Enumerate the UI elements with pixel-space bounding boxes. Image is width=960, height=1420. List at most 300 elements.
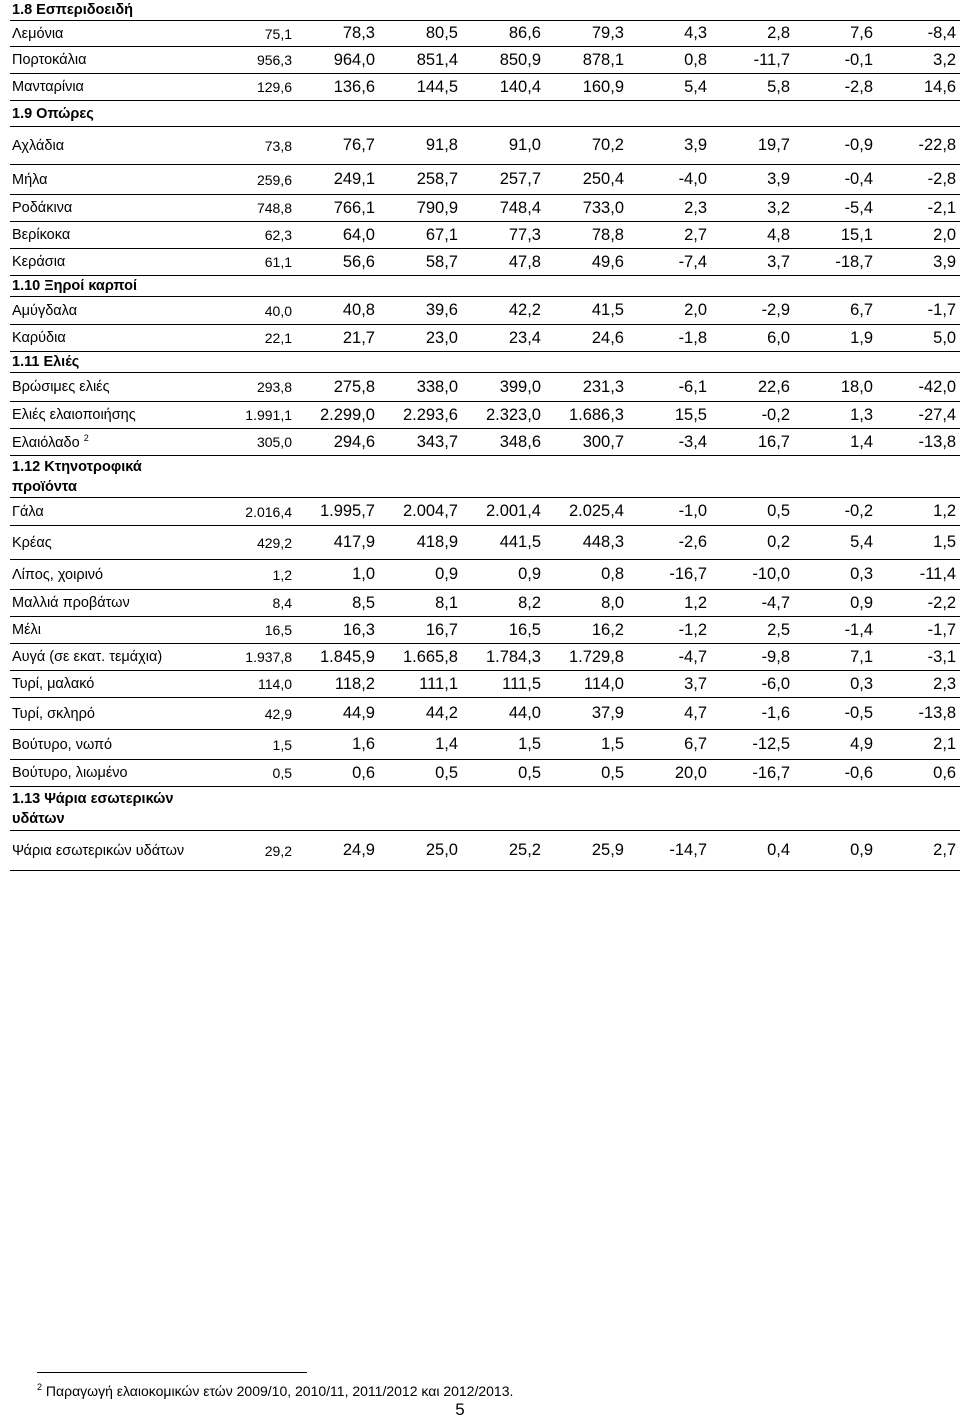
row-label [10,760,210,787]
row-label-text: Πορτοκάλια [12,52,87,68]
percent-change-cell: -6,1 [628,373,711,402]
value-cell: 24,6 [545,325,628,352]
value-cell: 748,4 [462,195,545,222]
value-cell: 1,4 [379,730,462,760]
table-row [10,498,960,526]
value-cell: 111,1 [379,671,462,698]
value-cell: 16,5 [210,617,296,644]
row-label-text: Λίπος, χοιρινό [12,566,104,583]
value-cell: 0,9 [462,560,545,590]
percent-change-cell: 22,6 [711,373,794,402]
row-label [10,730,210,760]
table-row [10,671,960,698]
value-cell: 79,3 [545,21,628,47]
value-cell: 448,3 [545,526,628,560]
row-label-text: Βούτυρο, λιωμένο [12,765,128,781]
row-label [10,644,210,671]
percent-change-cell: 3,2 [711,195,794,222]
percent-change-cell: 1,2 [628,590,711,617]
percent-change-cell: 2,0 [628,297,711,325]
section-header [10,787,960,831]
percent-change-cell: 16,7 [711,429,794,456]
percent-change-cell: 6,7 [628,730,711,760]
row-label [10,617,210,644]
row-label-text: Ελαιόλαδο [12,435,80,451]
percent-change-cell: 1,3 [794,402,877,429]
table-row [10,590,960,617]
percent-change-cell: -0,2 [711,402,794,429]
value-cell: 21,7 [296,325,379,352]
section-spacer [210,352,960,373]
value-cell: 16,5 [462,617,545,644]
row-label [10,325,210,352]
value-cell: 42,2 [462,297,545,325]
section-title: 1.13 Ψάρια εσωτερικών υδάτων [10,787,210,831]
percent-change-cell: -22,8 [877,127,960,165]
percent-change-cell: -18,7 [794,249,877,276]
percent-change-cell: -11,7 [711,47,794,74]
percent-change-cell: 5,4 [628,74,711,101]
table-row [10,373,960,402]
value-cell: 91,0 [462,127,545,165]
value-cell: 86,6 [462,21,545,47]
row-label [10,222,210,249]
value-cell: 80,5 [379,21,462,47]
value-cell: 429,2 [210,526,296,560]
table-row [10,74,960,101]
percent-change-cell: -16,7 [711,760,794,787]
row-label [10,297,210,325]
row-label-text: Λεμόνια [12,25,64,42]
percent-change-cell: 1,5 [877,526,960,560]
section-spacer [210,276,960,297]
table-row [10,165,960,195]
percent-change-cell: 5,4 [794,526,877,560]
row-label-text: Βερίκοκα [12,227,71,243]
percent-change-cell: 5,8 [711,74,794,101]
value-cell: 37,9 [545,698,628,730]
section-title: 1.8 Εσπεριδοειδή [10,0,210,21]
value-cell: 305,0 [210,429,296,456]
row-label [10,249,210,276]
value-cell: 0,5 [545,760,628,787]
percent-change-cell: -16,7 [628,560,711,590]
percent-change-cell: 2,7 [628,222,711,249]
row-label-text: Ροδάκινα [12,200,73,216]
value-cell: 1,2 [210,560,296,590]
table-row [10,429,960,456]
value-cell: 0,5 [462,760,545,787]
value-cell: 2.299,0 [296,402,379,429]
row-label [10,195,210,222]
value-cell: 250,4 [545,165,628,195]
percent-change-cell: 0,9 [794,590,877,617]
value-cell: 78,3 [296,21,379,47]
value-cell: 16,3 [296,617,379,644]
value-cell: 1.686,3 [545,402,628,429]
value-cell: 67,1 [379,222,462,249]
row-label [10,165,210,195]
table-row [10,526,960,560]
value-cell: 0,5 [379,760,462,787]
value-cell: 2.004,7 [379,498,462,526]
value-cell: 47,8 [462,249,545,276]
table-row [10,617,960,644]
percent-change-cell: 3,7 [628,671,711,698]
percent-change-cell: -27,4 [877,402,960,429]
value-cell: 1,5 [462,730,545,760]
value-cell: 56,6 [296,249,379,276]
percent-change-cell: -4,7 [711,590,794,617]
row-label [10,373,210,402]
value-cell: 294,6 [296,429,379,456]
row-label [10,429,210,456]
footnote-text: Παραγωγή ελαιοκομικών ετών 2009/10, 2010/11, 2011/2012 και 2012/2013. [45,1383,514,1399]
percent-change-cell: 2,3 [877,671,960,698]
percent-change-cell: 20,0 [628,760,711,787]
value-cell: 259,6 [210,165,296,195]
row-label [10,402,210,429]
value-cell: 338,0 [379,373,462,402]
row-label-text: Αυγά (σε εκατ. τεμάχια) [12,649,163,665]
table-row [10,698,960,730]
value-cell: 1,6 [296,730,379,760]
value-cell: 25,0 [379,831,462,871]
percent-change-cell: -12,5 [711,730,794,760]
value-cell: 114,0 [545,671,628,698]
row-label-text: Μαλλιά προβάτων [12,595,130,611]
value-cell: 293,8 [210,373,296,402]
section-header [10,456,960,498]
value-cell: 160,9 [545,74,628,101]
value-cell: 44,9 [296,698,379,730]
footnote-marker: 2 [37,1382,43,1392]
row-label [10,74,210,101]
percent-change-cell: -8,4 [877,21,960,47]
value-cell: 1,5 [545,730,628,760]
value-cell: 44,2 [379,698,462,730]
value-cell: 1,5 [210,730,296,760]
value-cell: 748,8 [210,195,296,222]
row-label-text: Κρέας [12,534,52,551]
row-label-text: Καρύδια [12,330,66,346]
value-cell: 2.016,4 [210,498,296,526]
percent-change-cell: -13,8 [877,429,960,456]
section-header [10,0,960,21]
percent-change-cell: 7,6 [794,21,877,47]
percent-change-cell: 2,1 [877,730,960,760]
row-label [10,498,210,526]
percent-change-cell: 0,2 [711,526,794,560]
percent-change-cell: -13,8 [877,698,960,730]
percent-change-cell: -6,0 [711,671,794,698]
row-label [10,590,210,617]
percent-change-cell: 15,1 [794,222,877,249]
value-cell: 733,0 [545,195,628,222]
row-label [10,526,210,560]
row-label-text: Κεράσια [12,254,66,270]
row-label-text: Αμύγδαλα [12,302,78,319]
value-cell: 144,5 [379,74,462,101]
percent-change-cell: 0,8 [628,47,711,74]
row-label [10,671,210,698]
table-row [10,760,960,787]
percent-change-cell: 2,3 [628,195,711,222]
value-cell: 231,3 [545,373,628,402]
percent-change-cell: -3,4 [628,429,711,456]
value-cell: 8,5 [296,590,379,617]
row-label [10,47,210,74]
value-cell: 343,7 [379,429,462,456]
percent-change-cell: 2,8 [711,21,794,47]
percent-change-cell: -2,1 [877,195,960,222]
percent-change-cell: 4,9 [794,730,877,760]
table-row [10,325,960,352]
table-row [10,21,960,47]
table-row [10,644,960,671]
value-cell: 417,9 [296,526,379,560]
value-cell: 1.665,8 [379,644,462,671]
value-cell: 25,9 [545,831,628,871]
value-cell: 42,9 [210,698,296,730]
value-cell: 77,3 [462,222,545,249]
section-header [10,352,960,373]
value-cell: 23,0 [379,325,462,352]
value-cell: 70,2 [545,127,628,165]
percent-change-cell: 6,0 [711,325,794,352]
table-row [10,730,960,760]
value-cell: 956,3 [210,47,296,74]
value-cell: 964,0 [296,47,379,74]
percent-change-cell: 6,7 [794,297,877,325]
percent-change-cell: 0,6 [877,760,960,787]
value-cell: 1.991,1 [210,402,296,429]
percent-change-cell: 18,0 [794,373,877,402]
value-cell: 40,8 [296,297,379,325]
value-cell: 111,5 [462,671,545,698]
percent-change-cell: 3,9 [628,127,711,165]
row-label [10,21,210,47]
footnote [37,1382,513,1399]
table-row [10,831,960,871]
value-cell: 58,7 [379,249,462,276]
value-cell: 418,9 [379,526,462,560]
value-cell: 2.293,6 [379,402,462,429]
percent-change-cell: -2,8 [794,74,877,101]
row-label-text: Βούτυρο, νωπό [12,736,113,753]
value-cell: 348,6 [462,429,545,456]
footnote-divider [37,1372,307,1373]
value-cell: 76,7 [296,127,379,165]
percent-change-cell: -0,9 [794,127,877,165]
percent-change-cell: -11,4 [877,560,960,590]
percent-change-cell: 7,1 [794,644,877,671]
value-cell: 61,1 [210,249,296,276]
row-label-text: Μήλα [12,171,48,188]
value-cell: 1.784,3 [462,644,545,671]
value-cell: 766,1 [296,195,379,222]
row-label-text: Μανταρίνια [12,79,84,95]
section-spacer [210,456,960,498]
percent-change-cell: -0,1 [794,47,877,74]
percent-change-cell: -1,0 [628,498,711,526]
percent-change-cell: -2,8 [877,165,960,195]
percent-change-cell: 0,3 [794,671,877,698]
percent-change-cell: -4,7 [628,644,711,671]
production-table-container [10,0,958,871]
percent-change-cell: -0,5 [794,698,877,730]
value-cell: 114,0 [210,671,296,698]
percent-change-cell: -2,6 [628,526,711,560]
percent-change-cell: 2,5 [711,617,794,644]
section-title: 1.9 Οπώρες [10,101,210,127]
value-cell: 8,1 [379,590,462,617]
row-label [10,127,210,165]
section-spacer [210,101,960,127]
row-label-text: Τυρί, σκληρό [12,705,95,722]
table-row [10,127,960,165]
value-cell: 23,4 [462,325,545,352]
value-cell: 78,8 [545,222,628,249]
table-row [10,47,960,74]
value-cell: 399,0 [462,373,545,402]
percent-change-cell: 0,5 [711,498,794,526]
value-cell: 441,5 [462,526,545,560]
percent-change-cell: -4,0 [628,165,711,195]
value-cell: 1.729,8 [545,644,628,671]
percent-change-cell: 14,6 [877,74,960,101]
value-cell: 2.025,4 [545,498,628,526]
row-label-text: Τυρί, μαλακό [12,676,95,692]
value-cell: 25,2 [462,831,545,871]
section-title: 1.12 Κτηνοτροφικά προϊόντα [10,456,210,498]
percent-change-cell: -10,0 [711,560,794,590]
value-cell: 790,9 [379,195,462,222]
value-cell: 878,1 [545,47,628,74]
value-cell: 118,2 [296,671,379,698]
percent-change-cell: 4,7 [628,698,711,730]
value-cell: 1.845,9 [296,644,379,671]
percent-change-cell: -1,8 [628,325,711,352]
value-cell: 8,4 [210,590,296,617]
value-cell: 850,9 [462,47,545,74]
percent-change-cell: -1,7 [877,297,960,325]
table-row [10,195,960,222]
value-cell: 300,7 [545,429,628,456]
percent-change-cell: 0,3 [794,560,877,590]
value-cell: 44,0 [462,698,545,730]
percent-change-cell: 19,7 [711,127,794,165]
percent-change-cell: -1,6 [711,698,794,730]
value-cell: 129,6 [210,74,296,101]
value-cell: 0,6 [296,760,379,787]
value-cell: 64,0 [296,222,379,249]
value-cell: 1.995,7 [296,498,379,526]
section-title: 1.10 Ξηροί καρποί [10,276,210,297]
row-label-text: Αχλάδια [12,137,65,154]
percent-change-cell: -14,7 [628,831,711,871]
percent-change-cell: 1,9 [794,325,877,352]
percent-change-cell: -3,1 [877,644,960,671]
row-label [10,831,210,871]
row-label [10,560,210,590]
value-cell: 275,8 [296,373,379,402]
value-cell: 29,2 [210,831,296,871]
percent-change-cell: -42,0 [877,373,960,402]
percent-change-cell: 2,7 [877,831,960,871]
value-cell: 40,0 [210,297,296,325]
value-cell: 851,4 [379,47,462,74]
percent-change-cell: 3,9 [877,249,960,276]
percent-change-cell: -1,7 [877,617,960,644]
value-cell: 136,6 [296,74,379,101]
row-label [10,698,210,730]
value-cell: 8,2 [462,590,545,617]
row-label-text: Γάλα [12,503,44,520]
value-cell: 2.001,4 [462,498,545,526]
percent-change-cell: 3,9 [711,165,794,195]
percent-change-cell: -7,4 [628,249,711,276]
row-label-text: Ελιές ελαιοποιήσης [12,407,136,423]
section-header [10,101,960,127]
page-number: 5 [455,1400,465,1419]
percent-change-cell: 4,3 [628,21,711,47]
value-cell: 249,1 [296,165,379,195]
percent-change-cell: -1,2 [628,617,711,644]
value-cell: 39,6 [379,297,462,325]
production-table [10,0,960,871]
footnote-reference: 2 [83,433,89,443]
percent-change-cell: 5,0 [877,325,960,352]
section-header [10,276,960,297]
percent-change-cell: 15,5 [628,402,711,429]
value-cell: 41,5 [545,297,628,325]
section-spacer [210,787,960,831]
value-cell: 258,7 [379,165,462,195]
percent-change-cell: 4,8 [711,222,794,249]
percent-change-cell: -2,9 [711,297,794,325]
section-title: 1.11 Ελιές [10,352,210,373]
value-cell: 16,7 [379,617,462,644]
percent-change-cell: 1,2 [877,498,960,526]
table-row [10,297,960,325]
percent-change-cell: 0,9 [794,831,877,871]
value-cell: 16,2 [545,617,628,644]
row-label-text: Μέλι [12,622,42,638]
table-row [10,560,960,590]
percent-change-cell: 2,0 [877,222,960,249]
value-cell: 22,1 [210,325,296,352]
table-row [10,222,960,249]
percent-change-cell: -0,4 [794,165,877,195]
value-cell: 73,8 [210,127,296,165]
value-cell: 0,5 [210,760,296,787]
percent-change-cell: 3,7 [711,249,794,276]
percent-change-cell: -9,8 [711,644,794,671]
percent-change-cell: -1,4 [794,617,877,644]
value-cell: 1,0 [296,560,379,590]
value-cell: 91,8 [379,127,462,165]
value-cell: 140,4 [462,74,545,101]
percent-change-cell: -2,2 [877,590,960,617]
percent-change-cell: 3,2 [877,47,960,74]
value-cell: 2.323,0 [462,402,545,429]
value-cell: 0,8 [545,560,628,590]
percent-change-cell: -5,4 [794,195,877,222]
percent-change-cell: -0,2 [794,498,877,526]
value-cell: 75,1 [210,21,296,47]
value-cell: 62,3 [210,222,296,249]
